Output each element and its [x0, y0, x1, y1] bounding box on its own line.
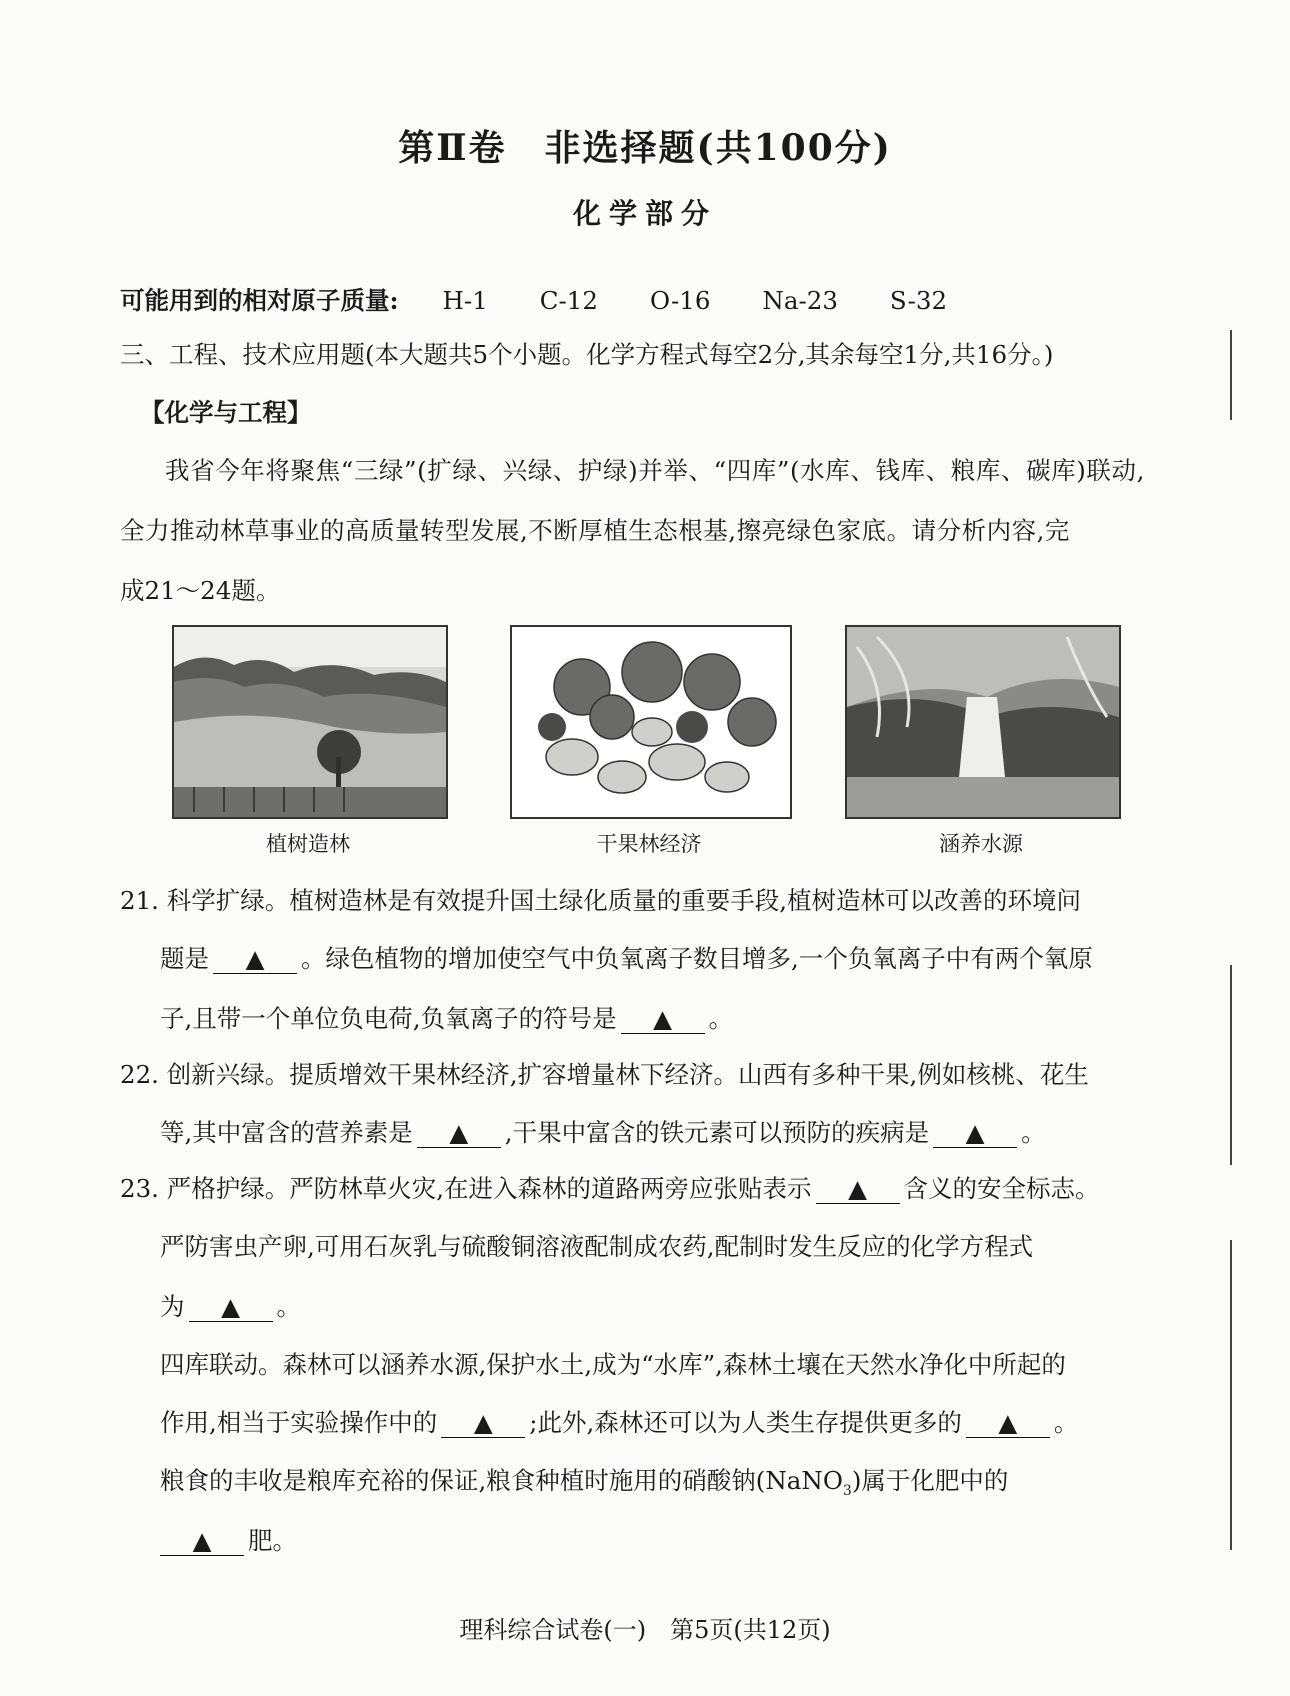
- question-text: ;此外,森林还可以为人类生存提供更多的: [529, 1408, 962, 1437]
- atomic-masses-label: 可能用到的相对原子质量:: [120, 286, 399, 315]
- answer-blank[interactable]: ▲: [160, 1528, 244, 1556]
- answer-blank[interactable]: ▲: [621, 1006, 705, 1034]
- question-text: 。: [1021, 1118, 1046, 1147]
- question-text: 含义的安全标志。: [903, 1174, 1100, 1203]
- question-21-line: [160, 1000, 733, 1035]
- question-text: 肥。: [248, 1526, 297, 1555]
- question-22-line: 22. 创新兴绿。提质增效干果林经济,扩容增量林下经济。山西有多种干果,例如核桃、花生: [120, 1060, 1089, 1089]
- answer-blank[interactable]: ▲: [189, 1294, 273, 1322]
- mass-item: H-1: [442, 286, 488, 315]
- topic-title: 【化学与工程】: [140, 398, 312, 427]
- answer-blank[interactable]: ▲: [933, 1120, 1017, 1148]
- question-23-line: [120, 1170, 1100, 1205]
- answer-blank[interactable]: ▲: [966, 1410, 1050, 1438]
- water-source-photo: [845, 625, 1121, 819]
- question-text: )属于化肥中的: [851, 1466, 1009, 1495]
- figure-caption: 干果林经济: [596, 832, 702, 856]
- intro-line: 成21～24题。: [120, 576, 281, 605]
- question-23-line: 严防害虫产卵,可用石灰乳与硫酸铜溶液配制成农药,配制时发生反应的化学方程式: [160, 1232, 1034, 1261]
- answer-blank[interactable]: ▲: [213, 946, 297, 974]
- answer-blank[interactable]: ▲: [441, 1410, 525, 1438]
- question-text: 。: [708, 1004, 734, 1033]
- answer-blank[interactable]: ▲: [816, 1176, 900, 1204]
- mass-item: Na-23: [762, 286, 838, 315]
- question-24-line: [160, 1404, 1078, 1439]
- question-24-line: [160, 1522, 297, 1557]
- question-23-line: [160, 1288, 301, 1323]
- subscript: 3: [842, 1482, 852, 1499]
- question-text: ,干果中富含的铁元素可以预防的疾病是: [504, 1118, 930, 1147]
- margin-rule: [1230, 1240, 1232, 1550]
- question-text: 。: [1053, 1408, 1079, 1437]
- question-24-line: [160, 1462, 1008, 1499]
- intro-line: 全力推动林草事业的高质量转型发展,不断厚植生态根基,擦亮绿色家底。请分析内容,完: [120, 516, 1070, 545]
- question-text: 题是: [160, 944, 209, 973]
- figure-caption: 涵养水源: [939, 832, 1023, 856]
- question-text: 粮食的丰收是粮库充裕的保证,粮食种植时施用的硝酸钠(NaNO: [160, 1466, 843, 1495]
- afforestation-photo: [172, 625, 448, 819]
- question-text: 作用,相当于实验操作中的: [160, 1408, 438, 1437]
- mass-item: S-32: [889, 286, 948, 315]
- question-21-line: [160, 940, 1093, 975]
- page-title: 第Ⅱ卷 非选择题(共100分): [398, 127, 892, 169]
- question-text: 23. 严格护绿。严防林草火灾,在进入森林的道路两旁应张贴表示: [120, 1174, 812, 1203]
- figure-caption: 植树造林: [266, 832, 350, 856]
- section-heading: 三、工程、技术应用题(本大题共5个小题。化学方程式每空2分,其余每空1分,共16分。): [120, 340, 1054, 369]
- answer-blank[interactable]: ▲: [417, 1120, 501, 1148]
- question-21-line: 21. 科学扩绿。植树造林是有效提升国土绿化质量的重要手段,植树造林可以改善的环境问: [120, 886, 1082, 915]
- question-text: 等,其中富含的营养素是: [160, 1118, 413, 1147]
- question-24-line: 四库联动。森林可以涵养水源,保护水土,成为“水库”,森林土壤在天然水净化中所起的: [160, 1350, 1066, 1379]
- section-subtitle: 化学部分: [572, 197, 717, 230]
- mass-item: O-16: [649, 286, 711, 315]
- question-text: 。绿色植物的增加使空气中负氧离子数目增多,一个负氧离子中有两个氧原: [301, 944, 1093, 973]
- page-footer: 理科综合试卷(一) 第5页(共12页): [459, 1616, 831, 1644]
- margin-rule: [1230, 965, 1232, 1165]
- question-text: 。: [276, 1292, 301, 1321]
- dried-nuts-photo: [510, 625, 792, 819]
- question-22-line: [160, 1114, 1046, 1149]
- margin-rule: [1230, 330, 1232, 420]
- question-text: 为: [160, 1292, 185, 1321]
- mass-item: C-12: [539, 286, 598, 315]
- atomic-masses: [120, 282, 947, 317]
- intro-line: 我省今年将聚焦“三绿”(扩绿、兴绿、护绿)并举、“四库”(水库、钱库、粮库、碳库)联动,: [165, 456, 1146, 485]
- question-text: 子,且带一个单位负电荷,负氧离子的符号是: [160, 1004, 617, 1033]
